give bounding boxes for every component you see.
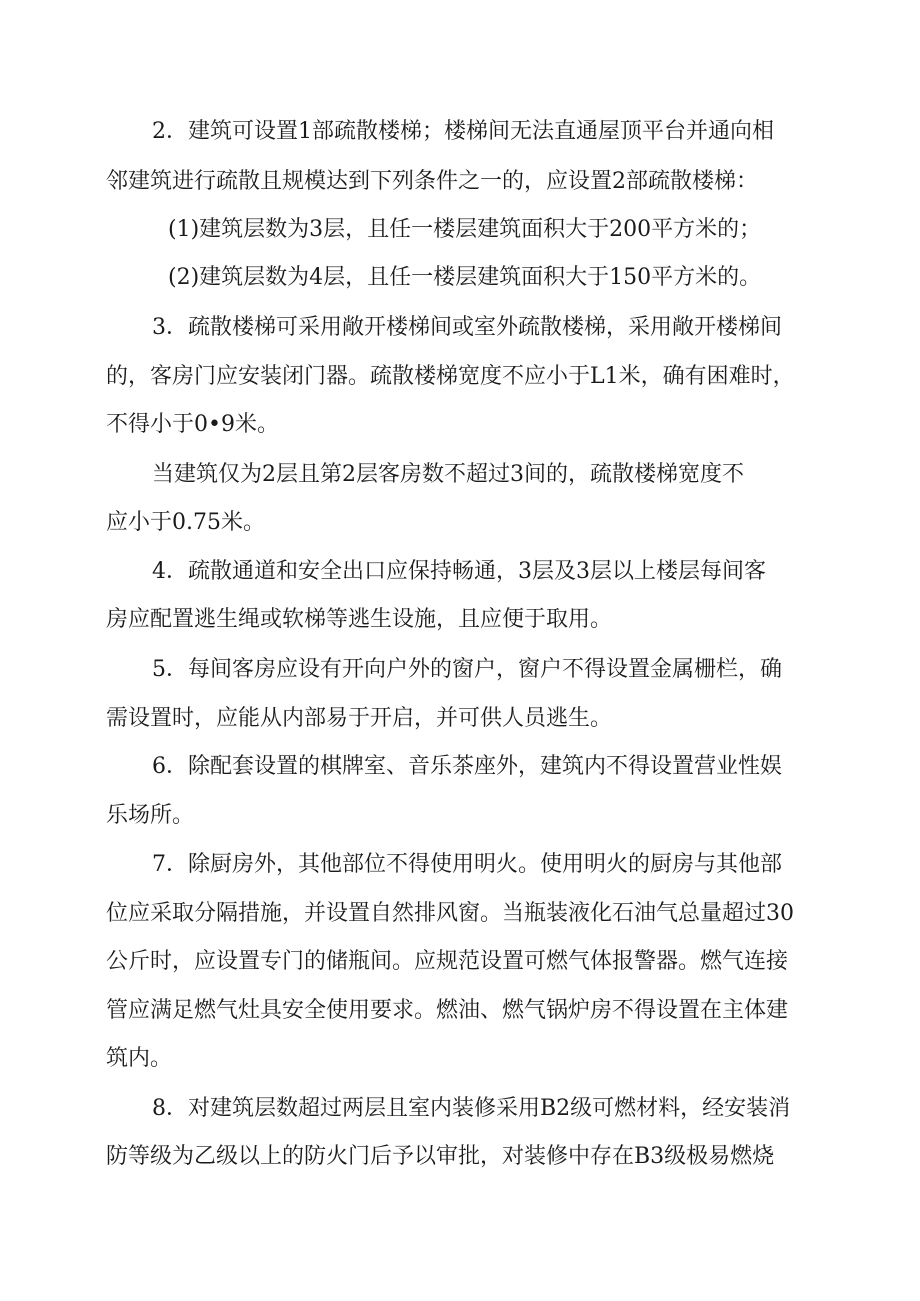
- text-line: [0, 802, 920, 830]
- line-text: 位应采取分隔措施，并设置自然排风窗。当瓶装液化石油气总量超过30: [106, 901, 794, 926]
- line-text: 防等级为乙级以上的防火门后予以审批，对装修中存在B3级极易燃烧: [106, 1144, 775, 1169]
- line-text: 4．疏散通道和安全出口应保持畅通，3层及3层以上楼层每间客: [152, 559, 766, 584]
- text-line: [0, 900, 920, 928]
- line-text: 6．除配套设置的棋牌室、音乐茶座外，建筑内不得设置营业性娱: [152, 754, 782, 779]
- line-text: 公斤时，应设置专门的储瓶间。应规范设置可燃气体报警器。燃气连接: [106, 949, 789, 974]
- text-line: [0, 461, 920, 489]
- line-text: 8．对建筑层数超过两层且室内装修采用B2级可燃材料，经安装消: [152, 1096, 791, 1121]
- text-line: [0, 656, 920, 684]
- line-text: 3．疏散楼梯可采用敞开楼梯间或室外疏散楼梯，采用敞开楼梯间: [152, 315, 782, 340]
- line-text: 房应配置逃生绳或软梯等逃生设施，且应便于取用。: [106, 607, 613, 632]
- text-line: [0, 851, 920, 879]
- line-text: 7．除厨房外，其他部位不得使用明火。使用明火的厨房与其他部: [152, 852, 782, 877]
- line-text: 不得小于0•9米。: [106, 412, 279, 437]
- line-text: 应小于0.75米。: [106, 510, 265, 535]
- text-line: [0, 314, 920, 342]
- text-line: [0, 168, 920, 196]
- line-text: (1)建筑层数为3层，且任一楼层建筑面积大于200平方米的；: [168, 217, 762, 242]
- text-line: [0, 753, 920, 781]
- line-text: 的，客房门应安装闭门器。疏散楼梯宽度不应小于L1米，确有困难时，: [106, 364, 795, 389]
- list-item: [0, 216, 920, 244]
- line-text: 管应满足燃气灶具安全使用要求。燃油、燃气锅炉房不得设置在主体建: [106, 998, 789, 1023]
- text-line: [0, 118, 920, 146]
- line-text: (2)建筑层数为4层，且任一楼层建筑面积大于150平方米的。: [168, 265, 762, 290]
- list-item: [0, 264, 920, 292]
- text-line: [0, 558, 920, 586]
- text-line: [0, 411, 920, 439]
- text-line: [0, 948, 920, 976]
- line-text: 需设置时，应能从内部易于开启，并可供人员逃生。: [106, 706, 613, 731]
- line-text: 乐场所。: [106, 803, 195, 828]
- text-line: [0, 1045, 920, 1073]
- text-line: [0, 606, 920, 634]
- text-line: [0, 1143, 920, 1171]
- line-text: 邻建筑进行疏散且规模达到下列条件之一的，应设置2部疏散楼梯：: [106, 169, 758, 194]
- text-line: [0, 705, 920, 733]
- line-text: 筑内。: [106, 1046, 173, 1071]
- line-text: 2．建筑可设置1部疏散楼梯；楼梯间无法直通屋顶平台并通向相: [152, 119, 774, 144]
- line-text: 当建筑仅为2层且第2层客房数不超过3间的，疏散楼梯宽度不: [152, 462, 744, 487]
- text-line: [0, 509, 920, 537]
- text-line: [0, 363, 920, 391]
- text-line: [0, 1095, 920, 1123]
- text-line: [0, 997, 920, 1025]
- line-text: 5．每间客房应设有开向户外的窗户，窗户不得设置金属栅栏，确: [152, 657, 782, 682]
